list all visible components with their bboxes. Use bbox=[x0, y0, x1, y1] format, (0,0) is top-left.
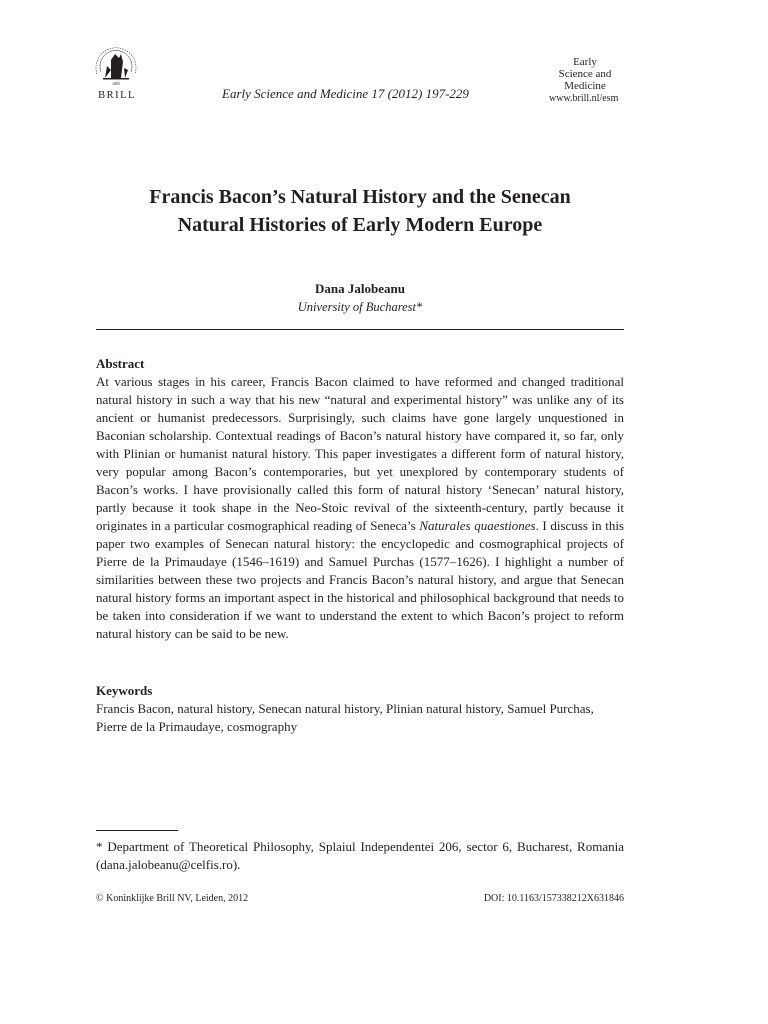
footnote-divider bbox=[96, 830, 178, 831]
abstract-heading: Abstract bbox=[96, 356, 145, 371]
keywords-text: Francis Bacon, natural history, Senecan natural history, Plinian natural history, Samuel Purchas, Pierre de la Primaudaye, cosmography bbox=[96, 701, 594, 734]
author-name: Dana Jalobeanu bbox=[315, 281, 405, 296]
author-affiliation: University of Bucharest* bbox=[297, 300, 423, 314]
copyright-notice: © Koninklijke Brill NV, Leiden, 2012 bbox=[96, 893, 249, 904]
publisher-name: BRILL bbox=[98, 90, 136, 101]
journal-citation: Early Science and Medicine 17 (2012) 197-229 bbox=[222, 86, 469, 101]
header-divider bbox=[96, 329, 624, 330]
journal-name-line: Early bbox=[573, 56, 597, 68]
abstract-italic-title: Naturales quaestiones bbox=[419, 518, 536, 533]
doi-link[interactable]: DOI: 10.1163/157338212X631846 bbox=[483, 893, 624, 904]
abstract-text bbox=[96, 373, 624, 643]
journal-name-line: Science and bbox=[558, 68, 612, 80]
svg-text:1683: 1683 bbox=[112, 81, 120, 86]
brill-emblem-icon bbox=[91, 40, 141, 86]
title-line: Francis Bacon’s Natural History and the Senecan bbox=[149, 186, 571, 208]
journal-name bbox=[540, 56, 630, 92]
keywords-heading: Keywords bbox=[96, 683, 153, 698]
abstract-text-part: At various stages in his career, Francis Bacon claimed to have reformed and changed traditional natural history in such a way that his new “natural and experimental history” was unlike any of its ancient or humanist predecessors. Surprisingly, such claims have gone largely unquestioned in Baconian scholarship. Contextual readings of Bacon’s natural history have compared it, so far, only with Plinian or humanist natural history. This paper investigates a different form of natural history, very popular among Bacon’s contemporaries, but yet unexplored by contemporary students of Bacon’s works. I have provisionally called this form of natural history ‘Senecan’ natural history, partly because it took shape in the Neo-Stoic revival of the sixteenth-century, partly because it originates in a particular cosmographical reading of Seneca’s bbox=[96, 374, 624, 533]
journal-url-link[interactable]: www.brill.nl/esm bbox=[549, 93, 619, 104]
footnote-text: * Department of Theoretical Philosophy, Splaiul Independentei 206, sector 6, Bucharest, Romania (dana.jalobeanu@celfis.ro). bbox=[96, 839, 624, 872]
article-title bbox=[96, 183, 624, 239]
journal-name-line: Medicine bbox=[564, 80, 606, 92]
title-line: Natural Histories of Early Modern Europe bbox=[177, 214, 543, 236]
abstract-text-part: . I discuss in this paper two examples of Senecan natural history: the encyclopedic and cosmographical projects of Pierre de la Primaudaye (1546–1619) and Samuel Purchas (1577–1626). I highlight a number of similarities between these two projects and Francis Bacon’s natural history, and argue that Senecan natural history forms an important aspect in the historical and philosophical background that needs to be taken into consideration if we want to understand the extent to which Bacon’s project to reform natural history can be said to be new. bbox=[96, 518, 624, 641]
